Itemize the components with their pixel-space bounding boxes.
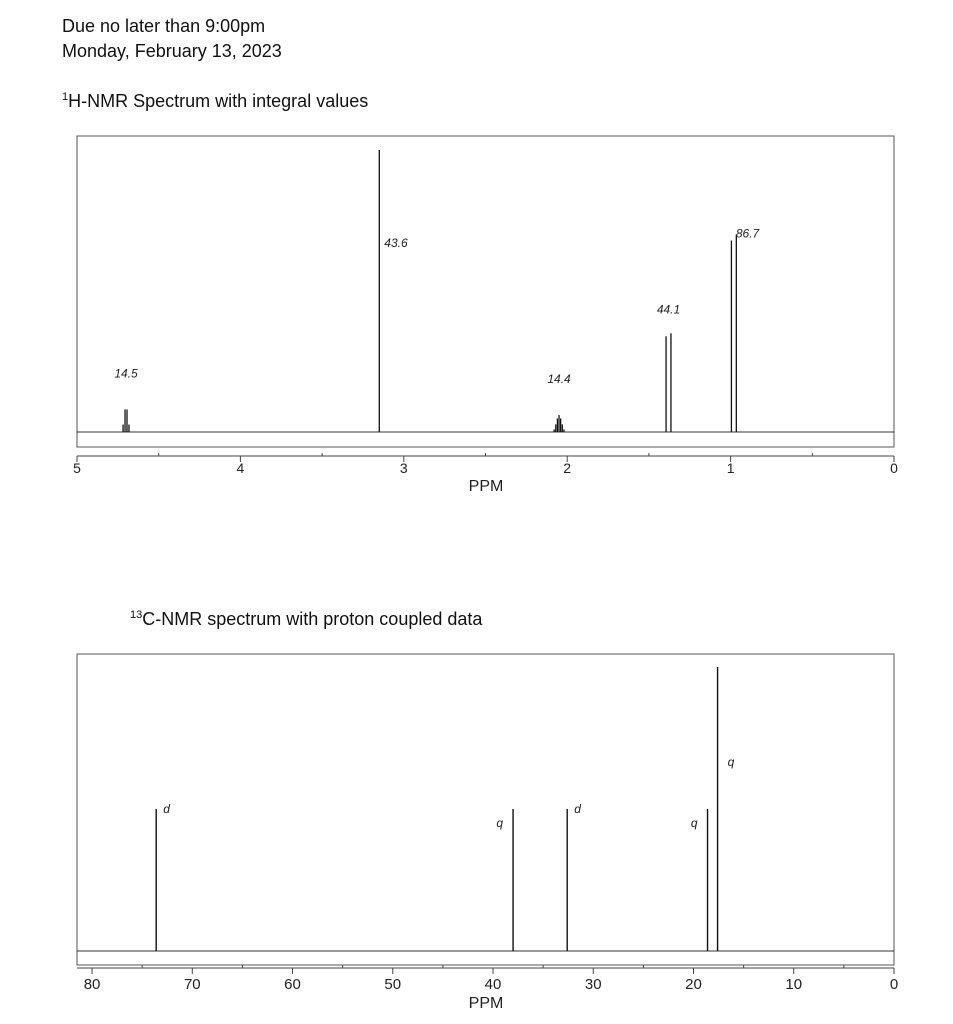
- c-multiplicity-label: q: [690, 816, 698, 830]
- h-nmr-title-superscript: 1: [62, 91, 69, 103]
- h-tick-label: 3: [399, 460, 408, 476]
- h-integral-label: 14.4: [547, 372, 571, 387]
- h-plot-frame: [77, 136, 894, 447]
- c-plot-frame: [77, 654, 894, 965]
- h-tick-label: 1: [726, 460, 735, 476]
- c-x-axis-label: PPM: [468, 995, 504, 1012]
- due-date-text: Monday, February 13, 2023: [62, 41, 282, 61]
- h-tick-label: 2: [563, 460, 572, 476]
- h-integral-label: 86.7: [735, 226, 760, 241]
- h-integral-label: 14.5: [114, 366, 138, 381]
- h-integral-label: 43.6: [384, 236, 408, 250]
- c-nmr-title-text: C-NMR spectrum with proton coupled data: [142, 609, 483, 629]
- c-tick-label: 70: [183, 976, 201, 993]
- c-nmr-title-superscript: 13: [130, 609, 143, 621]
- c-multiplicity-label: d: [163, 802, 170, 816]
- c-tick-label: 50: [384, 976, 402, 993]
- c-multiplicity-label: q: [496, 816, 504, 830]
- h-tick-label: 4: [236, 460, 245, 476]
- c-multiplicity-label: q: [727, 755, 735, 769]
- h-x-axis-label: PPM: [468, 478, 504, 495]
- c-tick-label: 40: [484, 976, 502, 993]
- h-nmr-title-text: H-NMR Spectrum with integral values: [68, 91, 369, 111]
- h-tick-label: 0: [890, 460, 898, 476]
- c-tick-label: 0: [889, 976, 899, 993]
- c-tick-label: 10: [785, 976, 803, 993]
- c-multiplicity-label: d: [574, 802, 581, 816]
- c-tick-label: 20: [685, 976, 702, 993]
- c-tick-label: 80: [83, 976, 101, 993]
- h-integral-label: 44.1: [656, 302, 681, 317]
- c-tick-label: 30: [584, 976, 602, 993]
- c-tick-label: 60: [284, 976, 301, 993]
- h-tick-label: 5: [73, 460, 81, 476]
- due-time-text: Due no later than 9:00pm: [62, 16, 266, 36]
